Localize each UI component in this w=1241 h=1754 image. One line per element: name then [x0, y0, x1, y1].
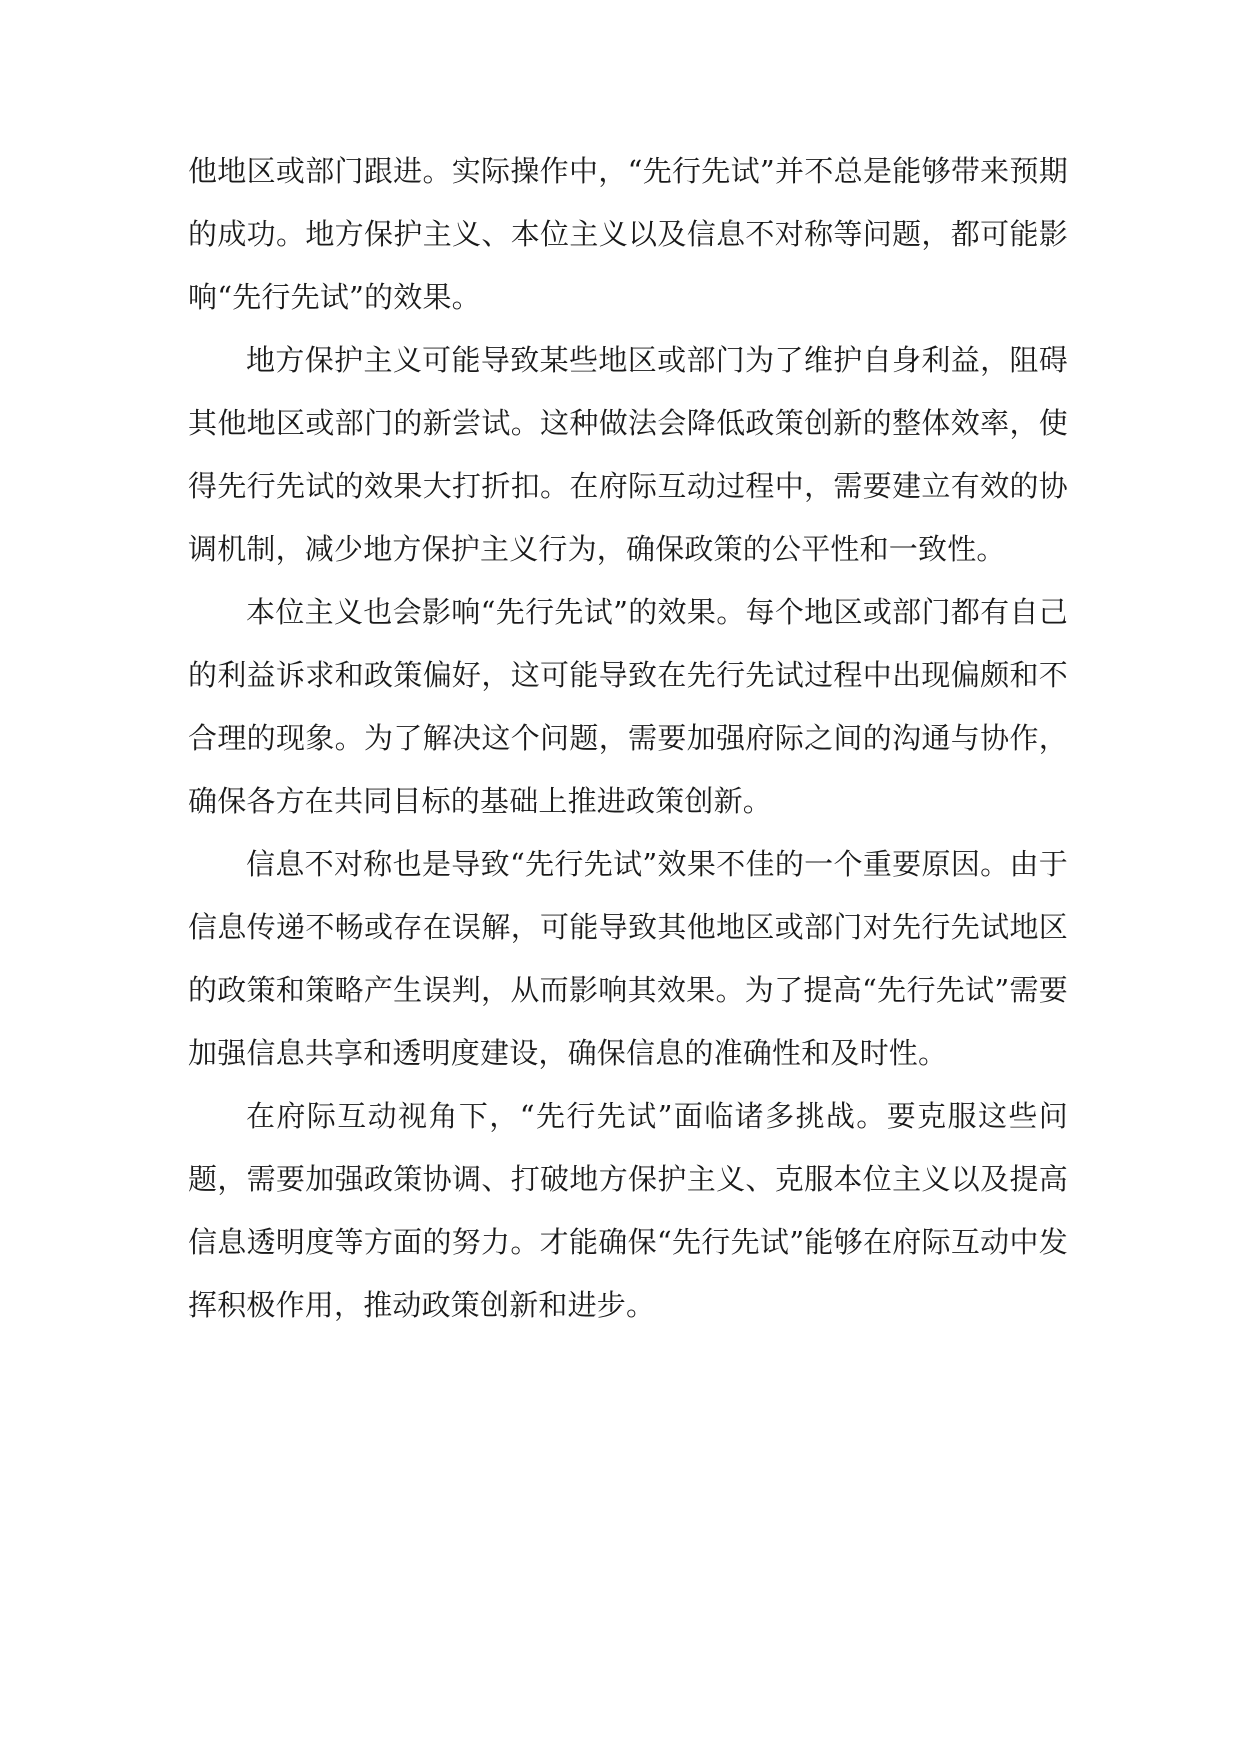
- paragraph-conclusion: 在府际互动视角下，“先行先试”面临诸多挑战。要克服这些问题，需要加强政策协调、打破地方保护主义、克服本位主义以及提高信息透明度等方面的努力。才能确保“先行先试”能够在府际互动中发挥积极作用，推动政策创新和进步。: [188, 1099, 1068, 1322]
- paragraph-information-asymmetry: 信息不对称也是导致“先行先试”效果不佳的一个重要原因。由于信息传递不畅或存在误解，可能导致其他地区或部门对先行先试地区的政策和策略产生误判，从而影响其效果。为了提高“先行先试”需要加强信息共享和透明度建设，确保信息的准确性和及时性。: [188, 847, 1068, 1070]
- document-body: [188, 140, 1068, 1337]
- paragraph-departmentalism: 本位主义也会影响“先行先试”的效果。每个地区或部门都有自己的利益诉求和政策偏好，这可能导致在先行先试过程中出现偏颇和不合理的现象。为了解决这个问题，需要加强府际之间的沟通与协作，确保各方在共同目标的基础上推进政策创新。: [188, 595, 1068, 818]
- paragraph-continuation: 他地区或部门跟进。实际操作中，“先行先试”并不总是能够带来预期的成功。地方保护主义、本位主义以及信息不对称等问题，都可能影响“先行先试”的效果。: [188, 154, 1068, 314]
- paragraph-local-protectionism: 地方保护主义可能导致某些地区或部门为了维护自身利益，阻碍其他地区或部门的新尝试。这种做法会降低政策创新的整体效率，使得先行先试的效果大打折扣。在府际互动过程中，需要建立有效的协调机制，减少地方保护主义行为，确保政策的公平性和一致性。: [188, 343, 1068, 566]
